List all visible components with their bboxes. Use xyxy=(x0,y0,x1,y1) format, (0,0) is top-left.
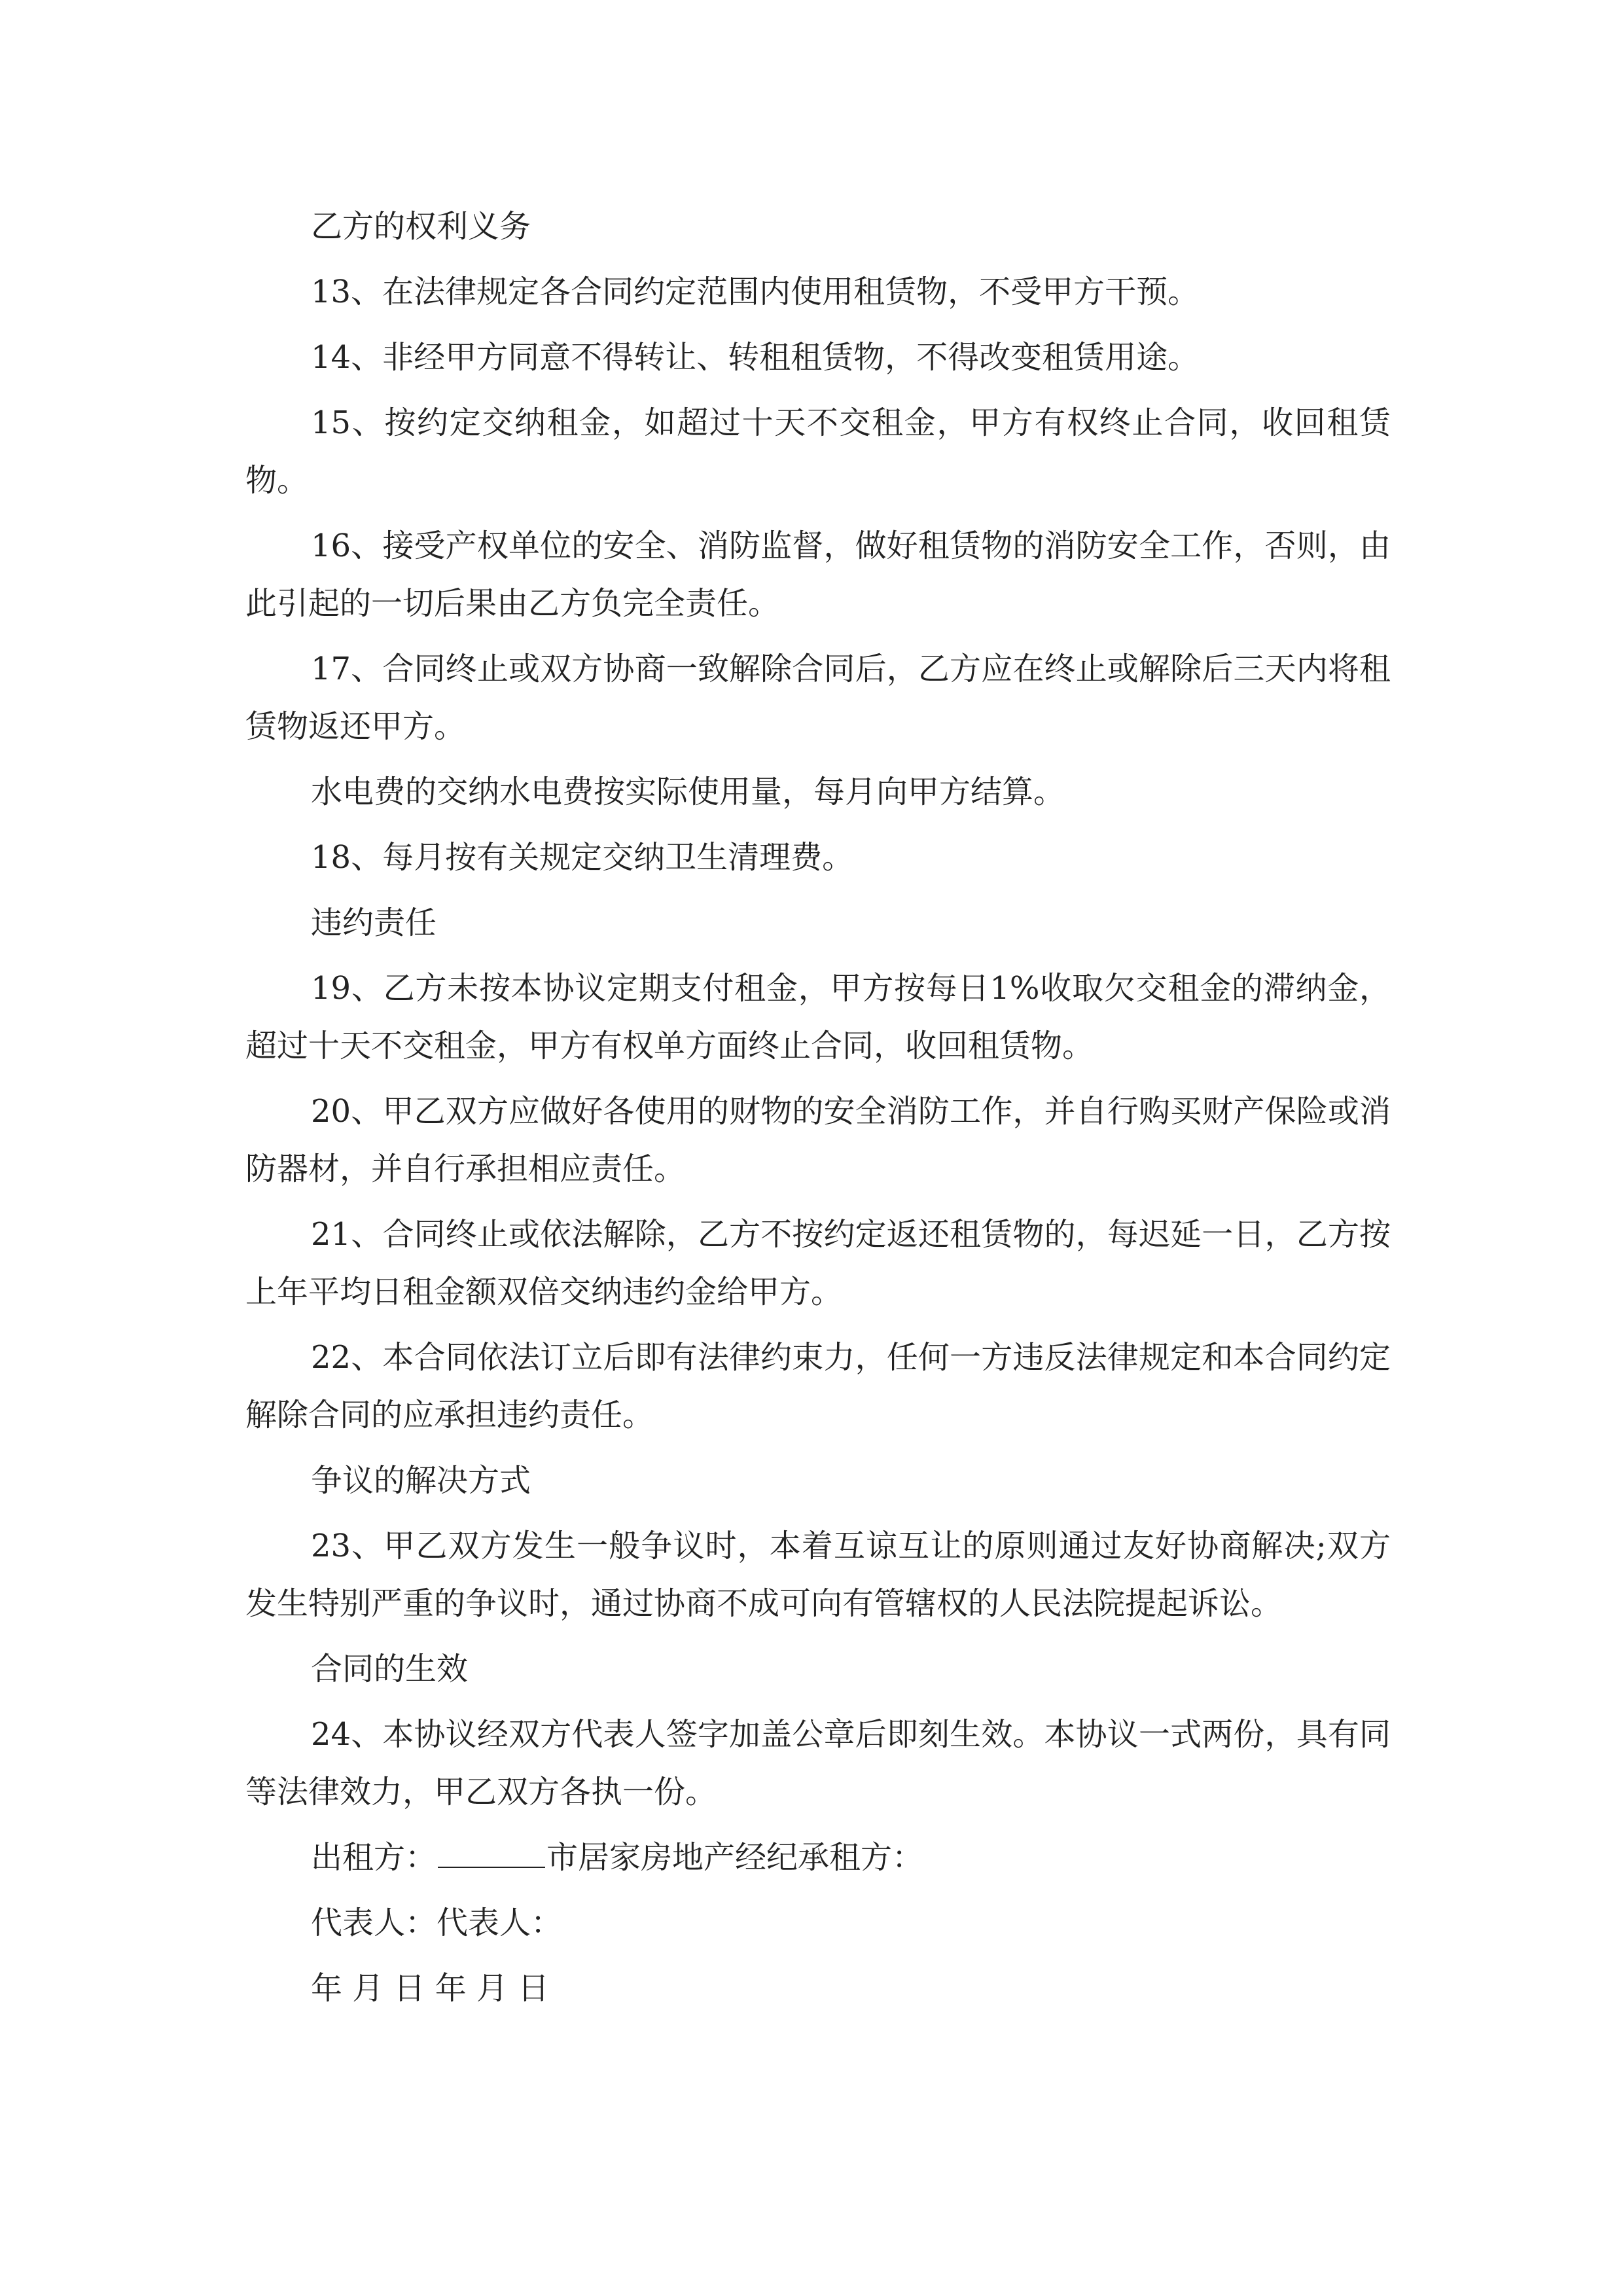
heading-dispute-resolution: 争议的解决方式 xyxy=(311,1462,531,1499)
lessor-line xyxy=(245,1829,1391,1886)
heading-breach-liability: 违约责任 xyxy=(311,905,437,941)
heading-contract-effect: 合同的生效 xyxy=(311,1651,469,1687)
date-line: 年 月 日 年 月 日 xyxy=(311,1970,550,2007)
lessor-label: 出租方： xyxy=(311,1839,437,1876)
clause-23: 23、甲乙双方发生一般争议时，本着互谅互让的原则通过友好协商解决;双方发生特别严重的争议时，通过协商不成可向有管辖权的人民法院提起诉讼。 xyxy=(245,1528,1391,1622)
clause-16: 16、接受产权单位的安全、消防监督，做好租赁物的消防安全工作，否则，由此引起的一切后果由乙方负完全责任。 xyxy=(245,528,1391,622)
clause-20: 20、甲乙双方应做好各使用的财物的安全消防工作，并自行购买财产保险或消防器材，并自行承担相应责任。 xyxy=(245,1093,1391,1187)
heading-party-b-rights: 乙方的权利义务 xyxy=(311,208,531,245)
lessor-name-blank xyxy=(438,1840,545,1868)
clause-24: 24、本协议经双方代表人签字加盖公章后即刻生效。本协议一式两份，具有同等法律效力，甲乙双方各执一份。 xyxy=(245,1716,1391,1810)
document-body xyxy=(245,198,1391,2017)
clause-15: 15、按约定交纳租金，如超过十天不交租金，甲方有权终止合同，收回租赁物。 xyxy=(245,404,1391,499)
clause-19: 19、乙方未按本协议定期支付租金，甲方按每日1%收取欠交租金的滞纳金，超过十天不交租金，甲方有权单方面终止合同，收回租赁物。 xyxy=(245,970,1391,1064)
representative-line: 代表人：代表人： xyxy=(311,1905,563,1941)
clause-21: 21、合同终止或依法解除，乙方不按约定返还租赁物的，每迟延一日，乙方按上年平均日租金额双倍交纳违约金给甲方。 xyxy=(245,1216,1391,1310)
clause-18: 18、每月按有关规定交纳卫生清理费。 xyxy=(311,839,854,876)
clause-14: 14、非经甲方同意不得转让、转租租赁物，不得改变租赁用途。 xyxy=(311,339,1200,376)
clause-17: 17、合同终止或双方协商一致解除合同后，乙方应在终止或解除后三天内将租赁物返还甲方。 xyxy=(245,651,1391,745)
clause-22: 22、本合同依法订立后即有法律约束力，任何一方违反法律规定和本合同约定解除合同的应承担违约责任。 xyxy=(245,1339,1391,1433)
lessor-rest: 市居家房地产经纪承租方： xyxy=(546,1839,924,1876)
utility-fee-paragraph: 水电费的交纳水电费按实际使用量，每月向甲方结算。 xyxy=(311,774,1065,810)
clause-13: 13、在法律规定各合同约定范围内使用租赁物，不受甲方干预。 xyxy=(311,274,1200,310)
